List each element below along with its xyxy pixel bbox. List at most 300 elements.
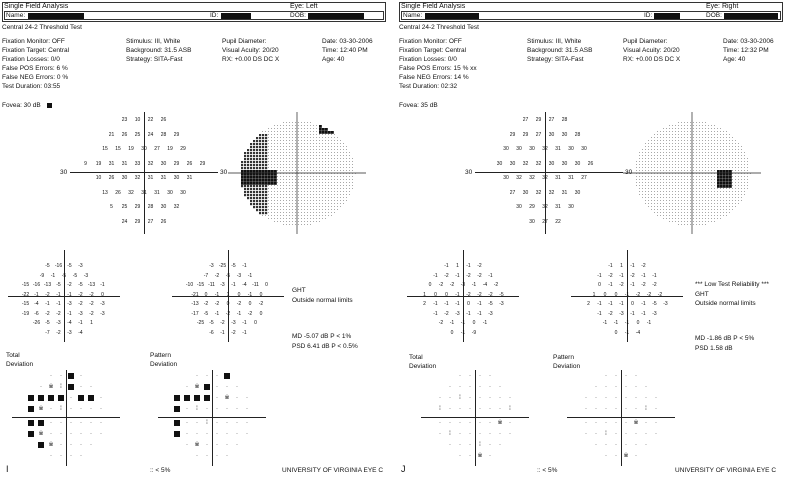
grayscale-dot xyxy=(678,170,679,171)
grayscale-dot xyxy=(726,182,729,185)
grid-value: -11 xyxy=(252,282,259,288)
grayscale-dot xyxy=(690,185,691,186)
grayscale-dot xyxy=(322,182,323,183)
grayscale-dot xyxy=(277,125,278,126)
grayscale-dot xyxy=(723,203,724,204)
grid-value: 1 xyxy=(592,291,596,298)
grayscale-dot xyxy=(702,134,703,135)
grayscale-dot xyxy=(663,149,664,150)
time: Time: 12:32 PM xyxy=(723,47,769,54)
grid-value: -1 xyxy=(231,282,236,288)
grayscale-dot xyxy=(304,152,305,153)
grayscale-dot xyxy=(714,128,715,129)
grayscale-dot xyxy=(256,185,258,187)
grayscale-dot xyxy=(298,128,299,129)
grayscale-dot xyxy=(295,176,296,177)
grayscale-dot xyxy=(693,194,694,195)
grayscale-dot xyxy=(690,128,691,129)
grayscale-dot xyxy=(696,191,697,192)
grayscale-dot xyxy=(244,170,247,173)
grayscale-dot xyxy=(307,191,308,192)
grid-value: -3 xyxy=(460,282,466,288)
grayscale-dot xyxy=(325,197,326,198)
grayscale-dot xyxy=(732,140,733,141)
grayscale-dot xyxy=(729,161,730,162)
grayscale-dot xyxy=(319,218,320,219)
grayscale-dot xyxy=(696,203,697,204)
grayscale-dot xyxy=(741,197,742,198)
grayscale-dot xyxy=(687,164,688,165)
probability-symbol: · xyxy=(70,453,72,459)
grid-value: 30 xyxy=(529,218,535,225)
grayscale-dot xyxy=(259,179,262,182)
grayscale-dot xyxy=(307,215,308,216)
grid-value: -4 xyxy=(242,282,247,288)
grayscale-dot xyxy=(304,158,305,159)
probability-symbol: · xyxy=(216,384,218,390)
grid-value: 0 xyxy=(445,291,448,298)
grayscale-dot xyxy=(304,215,305,216)
grayscale-dot xyxy=(657,146,658,147)
grayscale-dot xyxy=(325,203,326,204)
grayscale-dot xyxy=(681,134,682,135)
grayscale-dot xyxy=(340,158,341,159)
grayscale-dot xyxy=(316,200,317,201)
grayscale-dot xyxy=(286,212,287,213)
grayscale-dot xyxy=(295,191,296,192)
grayscale-dot xyxy=(690,182,691,183)
grid-value: 30 xyxy=(568,146,574,152)
grayscale-dot xyxy=(316,161,317,162)
grayscale-dot xyxy=(684,224,685,225)
grayscale-dot xyxy=(274,170,277,173)
grayscale-dot xyxy=(687,134,688,135)
grayscale-dot xyxy=(645,203,646,204)
grayscale-dot xyxy=(271,149,272,150)
probability-symbol: ※ xyxy=(48,442,54,448)
grayscale-dot xyxy=(325,155,326,156)
scale-left: 30 xyxy=(60,169,68,176)
grayscale-dot xyxy=(340,161,341,162)
grid-value: -1 xyxy=(630,263,635,269)
grayscale-dot xyxy=(310,131,311,132)
grid-value: -2 xyxy=(477,291,482,298)
grayscale-dot xyxy=(265,158,267,160)
grayscale-dot xyxy=(283,212,284,213)
grayscale-dot xyxy=(292,224,293,225)
grid-value: -2 xyxy=(488,291,493,298)
grayscale-dot xyxy=(669,197,670,198)
time: Time: 12:40 PM xyxy=(322,47,368,54)
grid-value: -1 xyxy=(641,301,646,307)
grid-value: -5 xyxy=(72,272,78,279)
grayscale-dot xyxy=(286,158,287,159)
grayscale-dot xyxy=(696,206,697,207)
grayscale-dot xyxy=(681,191,682,192)
grayscale-dot xyxy=(663,197,664,198)
grayscale-dot xyxy=(672,191,673,192)
probability-symbol: · xyxy=(499,384,501,390)
grayscale-dot xyxy=(295,185,296,186)
grayscale-dot xyxy=(672,152,673,153)
grayscale-dot xyxy=(289,137,290,138)
grayscale-dot xyxy=(283,128,284,129)
grayscale-dot xyxy=(262,212,264,214)
probability-symbol: · xyxy=(206,442,208,448)
grayscale-dot xyxy=(289,131,290,132)
grayscale-dot xyxy=(648,152,649,153)
grayscale-dot xyxy=(331,185,332,186)
grayscale-dot xyxy=(708,167,709,168)
grid-value: -1 xyxy=(477,301,482,307)
grayscale-dot xyxy=(340,200,341,201)
grayscale-dot xyxy=(274,143,275,144)
grayscale-dot xyxy=(352,167,353,168)
probability-symbol: · xyxy=(469,442,471,448)
probability-symbol: · xyxy=(459,420,461,426)
grayscale-dot xyxy=(657,185,658,186)
grid-value: 30 xyxy=(581,146,587,152)
grayscale-dot xyxy=(280,200,281,201)
grayscale-dot xyxy=(334,149,335,150)
grayscale-dot xyxy=(319,209,320,210)
grid-value: 31 xyxy=(121,160,128,167)
grayscale-dot xyxy=(337,191,338,192)
grayscale-dot xyxy=(684,182,685,183)
grayscale-dot xyxy=(313,155,314,156)
grayscale-dot xyxy=(286,194,287,195)
grayscale-dot xyxy=(292,137,293,138)
grayscale-dot xyxy=(349,194,350,195)
grayscale-dot xyxy=(723,146,724,147)
grayscale-dot xyxy=(687,128,688,129)
grid-value: 30 xyxy=(561,131,568,138)
grayscale-dot xyxy=(684,125,685,126)
grayscale-dot xyxy=(307,161,308,162)
grayscale-dot xyxy=(648,155,649,156)
grayscale-dot xyxy=(283,188,284,189)
grayscale-dot xyxy=(669,176,670,177)
grayscale-dot xyxy=(702,212,703,213)
grayscale-dot xyxy=(328,176,329,177)
grayscale-dot xyxy=(301,224,302,225)
grid-value: -5 xyxy=(231,263,236,269)
grayscale-dot xyxy=(699,164,700,165)
ght-value: Outside normal limits xyxy=(695,300,756,307)
grayscale-dot xyxy=(325,194,326,195)
ght-label: GHT xyxy=(695,291,709,298)
grayscale-dot xyxy=(699,128,700,129)
probability-symbol: · xyxy=(595,420,597,426)
grayscale-dot xyxy=(684,185,685,186)
grayscale-dot xyxy=(262,173,265,176)
grid-value: -1 xyxy=(50,272,56,279)
grayscale-dot xyxy=(253,200,255,202)
grayscale-dot xyxy=(283,164,284,165)
grayscale-dot xyxy=(268,191,269,192)
grayscale-dot xyxy=(696,218,697,219)
grayscale-dot xyxy=(672,155,673,156)
grayscale-dot xyxy=(714,209,715,210)
grayscale-dot xyxy=(325,179,326,180)
grayscale-dot xyxy=(268,149,269,150)
grayscale-dot xyxy=(301,191,302,192)
probability-symbol: · xyxy=(70,431,72,437)
grayscale-dot xyxy=(684,158,685,159)
grayscale-dot xyxy=(714,167,715,168)
probability-symbol: · xyxy=(236,395,238,401)
grid-value: 31 xyxy=(186,175,193,181)
grayscale-dot xyxy=(301,182,302,183)
grayscale-dot xyxy=(666,194,667,195)
grayscale-dot xyxy=(307,164,308,165)
grayscale-dot xyxy=(651,206,652,207)
probability-symbol: · xyxy=(216,420,218,426)
grayscale-dot xyxy=(262,164,264,166)
grayscale-dot xyxy=(280,182,281,183)
grid-value: -2 xyxy=(247,310,253,317)
grayscale-dot xyxy=(735,197,736,198)
grayscale-dot xyxy=(247,191,249,193)
grid-value: 1 xyxy=(90,320,93,326)
grayscale-dot xyxy=(259,167,261,169)
grayscale-dot xyxy=(723,215,724,216)
grid-value: 26 xyxy=(160,117,167,123)
grid-value: -1 xyxy=(56,301,61,307)
grayscale-dot xyxy=(651,152,652,153)
grayscale-dot xyxy=(292,140,293,141)
grayscale-dot xyxy=(639,179,640,180)
fixation-target: Fixation Target: Central xyxy=(2,47,70,54)
grayscale-dot xyxy=(651,176,652,177)
grayscale-dot xyxy=(268,209,269,210)
grayscale-dot xyxy=(319,158,320,159)
grayscale-dot xyxy=(717,149,718,150)
grayscale-dot xyxy=(708,188,709,189)
grayscale-dot xyxy=(301,197,302,198)
grayscale-dot xyxy=(280,149,281,150)
grid-value: -1 xyxy=(646,320,652,326)
grayscale-dot xyxy=(735,179,736,180)
grayscale-dot xyxy=(292,182,293,183)
grayscale-dot xyxy=(271,185,272,186)
grayscale-dot xyxy=(723,173,726,176)
probability-symbol: · xyxy=(459,453,461,459)
grayscale-dot xyxy=(301,176,302,177)
scale-right: 30 xyxy=(220,169,228,176)
grayscale-dot xyxy=(274,185,275,186)
grayscale-dot xyxy=(310,164,311,165)
grayscale-dot xyxy=(690,194,691,195)
grid-value: -1 xyxy=(242,329,247,336)
grayscale-dot xyxy=(325,182,326,183)
grid-value: 25 xyxy=(134,131,141,138)
grayscale-dot xyxy=(271,143,272,144)
grayscale-dot xyxy=(735,194,736,195)
probability-symbol: ※ xyxy=(623,453,629,459)
grid-value: 29 xyxy=(173,131,180,138)
grayscale-dot xyxy=(684,194,685,195)
grayscale-dot xyxy=(313,128,314,129)
grayscale-dot xyxy=(250,149,252,151)
grayscale-dot xyxy=(253,170,256,173)
grayscale-dot xyxy=(690,221,691,222)
pattern-dev-label-1: Pattern xyxy=(553,354,574,361)
grayscale-dot xyxy=(660,158,661,159)
grayscale-dot xyxy=(657,197,658,198)
grayscale-dot xyxy=(675,167,676,168)
grayscale-dot xyxy=(669,206,670,207)
grayscale-dot xyxy=(250,167,252,169)
grid-value: 19 xyxy=(167,146,173,152)
grid-value: -3 xyxy=(236,272,242,279)
grayscale-dot xyxy=(322,161,323,162)
grayscale-dot xyxy=(271,131,272,132)
grid-value: -1 xyxy=(482,320,488,326)
grayscale-dot xyxy=(681,155,682,156)
grayscale-dot xyxy=(711,158,712,159)
grayscale-dot xyxy=(253,161,255,163)
grayscale-dot xyxy=(672,137,673,138)
grayscale-dot xyxy=(241,170,244,173)
grayscale-dot xyxy=(672,146,673,147)
grayscale-dot xyxy=(651,188,652,189)
grayscale-dot xyxy=(271,218,272,219)
grayscale-dot xyxy=(708,209,709,210)
grayscale-dot xyxy=(678,185,679,186)
grayscale-dot xyxy=(331,182,332,183)
grayscale-dot xyxy=(741,191,742,192)
probability-square xyxy=(28,395,34,401)
grayscale-dot xyxy=(286,218,287,219)
probability-symbol: · xyxy=(196,431,198,437)
grayscale-dot xyxy=(328,131,331,134)
grayscale-dot xyxy=(705,176,706,177)
grayscale-dot xyxy=(738,143,739,144)
grayscale-dot xyxy=(283,137,284,138)
grayscale-dot xyxy=(286,134,287,135)
grayscale-dot xyxy=(705,209,706,210)
grayscale-dot xyxy=(738,197,739,198)
probability-symbol: · xyxy=(449,420,451,426)
grayscale-dot xyxy=(708,215,709,216)
grayscale-dot xyxy=(687,152,688,153)
grayscale-dot xyxy=(280,203,281,204)
grayscale-dot xyxy=(669,128,670,129)
grayscale-dot xyxy=(328,155,329,156)
grayscale-dot xyxy=(711,155,712,156)
grayscale-dot xyxy=(298,203,299,204)
grayscale-dot xyxy=(310,158,311,159)
grayscale-dot xyxy=(720,170,723,173)
grayscale-dot xyxy=(732,161,733,162)
grayscale-dot xyxy=(319,191,320,192)
grayscale-dot xyxy=(244,164,246,166)
grayscale-dot xyxy=(271,191,272,192)
grayscale-dot xyxy=(298,146,299,147)
grayscale-dot xyxy=(708,218,709,219)
probability-symbol: ⁞ xyxy=(449,431,451,437)
grayscale-dot xyxy=(307,200,308,201)
grayscale-dot xyxy=(720,197,721,198)
grayscale-dot xyxy=(678,137,679,138)
grayscale-dot xyxy=(717,191,718,192)
grayscale-dot xyxy=(313,206,314,207)
grayscale-dot xyxy=(645,188,646,189)
grayscale-dot xyxy=(319,170,320,171)
probability-square xyxy=(224,373,230,379)
grayscale-dot xyxy=(687,200,688,201)
grayscale-dot xyxy=(693,179,694,180)
grayscale-dot xyxy=(663,218,664,219)
grayscale-dot xyxy=(720,167,721,168)
grayscale-dot xyxy=(735,149,736,150)
grayscale-dot xyxy=(741,161,742,162)
grid-value: -2 xyxy=(449,282,455,288)
grayscale-dot xyxy=(328,203,329,204)
grayscale-dot xyxy=(244,155,246,157)
grayscale-dot xyxy=(259,203,261,205)
grayscale-dot xyxy=(711,140,712,141)
grayscale-dot xyxy=(636,167,637,168)
grayscale-dot xyxy=(702,209,703,210)
panel-letter: J xyxy=(401,464,406,474)
grayscale-dot xyxy=(693,224,694,225)
grayscale-dot xyxy=(699,161,700,162)
grayscale-dot xyxy=(663,167,664,168)
grid-value: -5 xyxy=(61,272,67,279)
grayscale-dot xyxy=(693,155,694,156)
grayscale-dot xyxy=(304,191,305,192)
grayscale-dot xyxy=(663,143,664,144)
grayscale-dot xyxy=(283,152,284,153)
grayscale-dot xyxy=(268,167,269,168)
grayscale-dot xyxy=(286,206,287,207)
grayscale-dot xyxy=(256,182,259,185)
probability-symbol: · xyxy=(206,406,208,412)
grayscale-dot xyxy=(693,161,694,162)
grayscale-dot xyxy=(304,176,305,177)
grayscale-dot xyxy=(687,158,688,159)
grayscale-dot xyxy=(346,167,347,168)
grayscale-dot xyxy=(720,185,723,188)
grayscale-dot xyxy=(301,161,302,162)
grayscale-dot xyxy=(277,152,278,153)
grayscale-dot xyxy=(346,179,347,180)
grayscale-dot xyxy=(253,179,256,182)
grayscale-dot xyxy=(274,125,275,126)
grayscale-dot xyxy=(744,188,745,189)
grayscale-dot xyxy=(675,203,676,204)
grayscale-dot xyxy=(726,161,727,162)
grid-value: -2 xyxy=(438,320,444,326)
grayscale-dot xyxy=(331,146,332,147)
grayscale-dot xyxy=(331,212,332,213)
grayscale-dot xyxy=(346,149,347,150)
grayscale-dot xyxy=(292,209,293,210)
grayscale-dot xyxy=(735,158,736,159)
grayscale-dot xyxy=(271,173,274,176)
grayscale-dot xyxy=(687,215,688,216)
grayscale-dot xyxy=(684,215,685,216)
grayscale-dot xyxy=(310,128,311,129)
grid-value: -4 xyxy=(34,301,39,307)
grayscale-dot xyxy=(672,221,673,222)
name-label: Name: xyxy=(6,12,26,19)
grayscale-dot xyxy=(735,203,736,204)
grayscale-dot xyxy=(343,152,344,153)
probability-symbol: · xyxy=(479,384,481,390)
